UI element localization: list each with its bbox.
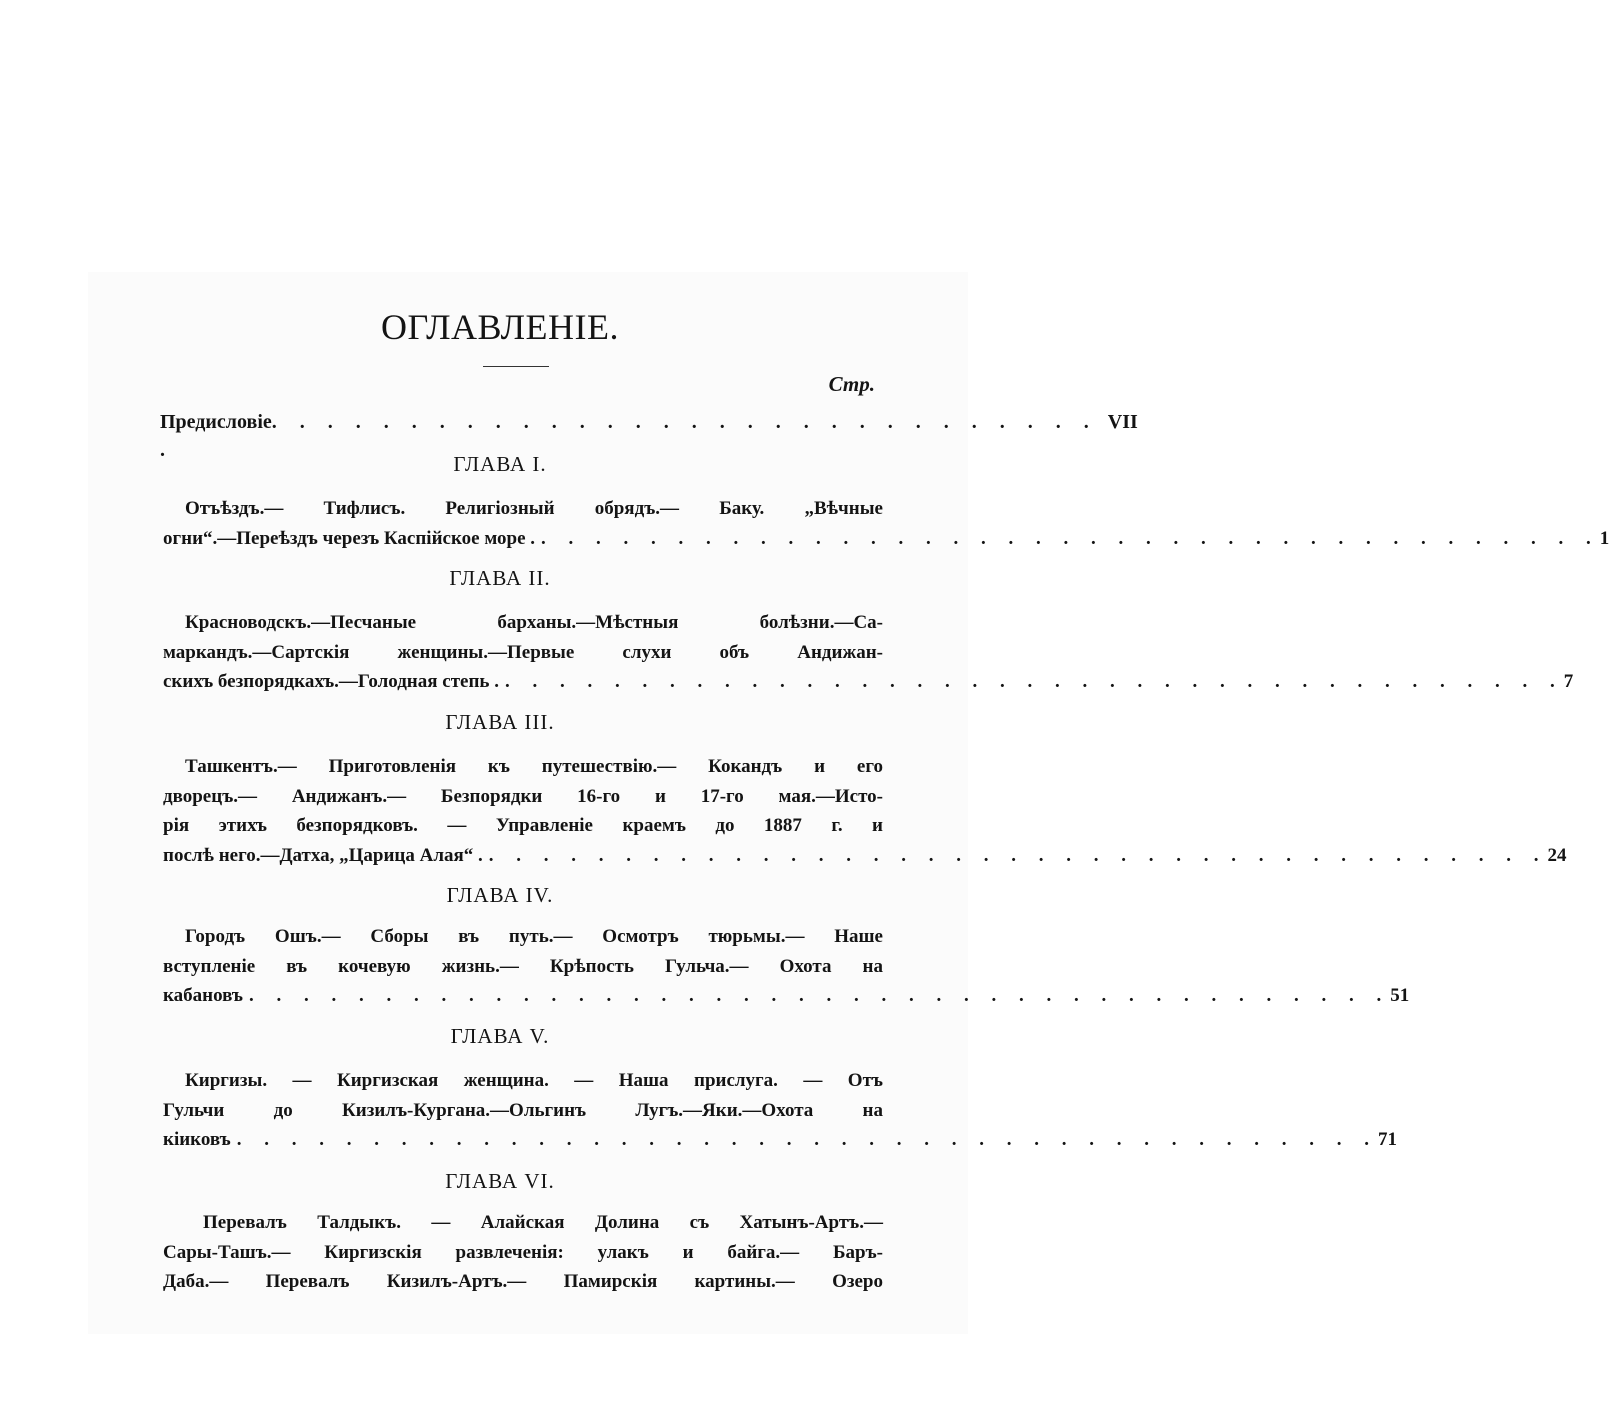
toc-line: вступленiе въ кочевую жизнь.— Крѣпость Гульча.— Охота на	[163, 955, 883, 977]
toc-line: скихъ безпорядкахъ.—Голодная степь .	[163, 671, 499, 692]
toc-line: дворецъ.— Андижанъ.— Безпорядки 16-го и 17-го мая.—Исто-	[163, 785, 883, 807]
leader-dots: . . . . . . . . . . . . . . . . . . . . . . . . . . . . . . . . . . . . . . . . . .	[249, 985, 1391, 1006]
chapter-entry[interactable]	[163, 922, 1410, 1011]
chapter-entry[interactable]	[163, 494, 1609, 553]
chapter-page: 71	[1378, 1129, 1398, 1150]
chapter-heading: ГЛАВА I.	[453, 452, 547, 476]
title-divider	[483, 366, 549, 367]
toc-line: огни“.—Переѣздъ черезъ Каспiйское море .	[163, 527, 536, 549]
toc-line: Ташкентъ.— Приготовленiя къ путешествiю.— Кокандъ и его	[185, 756, 883, 777]
toc-line: маркандъ.—Сартскiя женщины.—Первые слухи объ Андижан-	[163, 641, 883, 663]
toc-last-line	[163, 981, 1410, 1011]
chapter-entry[interactable]	[163, 1066, 1398, 1155]
chapter-page: 1	[1599, 527, 1609, 549]
toc-last-line	[163, 524, 1609, 554]
leader-dots: . . . . . . . . . . . . . . . . . . . . . . . . . . . . . . . . . . . . . . . . . .	[236, 1129, 1379, 1150]
chapter-heading: ГЛАВА II.	[449, 566, 551, 590]
chapter-entry[interactable]	[163, 608, 1574, 697]
leader-dots: . . . . . . . . . . . . . . . . . . . . . . . . . . . . . . . . . . . . . . .	[488, 844, 1548, 866]
chapter-page: 51	[1390, 985, 1410, 1006]
chapter-heading: ГЛАВА IV.	[446, 883, 554, 907]
toc-line: Гульчи до Кизилъ-Кургана.—Ольгинъ Лугъ.—Яки.—Охота на	[163, 1099, 883, 1121]
leader-dots: . . . . . . . . . . . . . . . . . . . . . . . . . . . . . .	[271, 411, 1098, 433]
toc-line: Перевалъ Талдыкъ. — Алайская Долина съ Хатынъ-Артъ.—	[203, 1212, 883, 1233]
preface-page: VII	[1107, 411, 1138, 433]
toc-line: Даба.— Перевалъ Кизилъ-Артъ.— Памирскiя картины.— Озеро	[163, 1271, 883, 1292]
page-title: ОГЛАВЛЕНIЕ.	[380, 307, 620, 347]
toc-line: Киргизы. — Киргизская женщина. — Наша прислуга. — Отъ	[185, 1070, 883, 1091]
toc-line: Красноводскъ.—Песчаные барханы.—Мѣстныя болѣзни.—Са-	[185, 612, 883, 633]
chapter-page: 24	[1547, 844, 1567, 866]
chapter-entry[interactable]	[163, 752, 1567, 870]
toc-line: кабановъ	[163, 985, 243, 1006]
toc-line: Городъ Ошъ.— Сборы въ путь.— Осмотръ тюрьмы.— Наше	[185, 926, 883, 947]
toc-last-line	[163, 1125, 1398, 1155]
chapter-heading: ГЛАВА III.	[445, 710, 555, 734]
toc-line: Сары-Ташъ.— Киргизскiя развлеченiя: улакъ и байга.— Баръ-	[163, 1241, 883, 1263]
toc-last-line	[163, 841, 1567, 871]
chapter-heading: ГЛАВА V.	[450, 1024, 550, 1048]
page-column-label: Стр.	[828, 372, 875, 396]
leader-dots: . . . . . . . . . . . . . . . . . . . . . . . . . . . . . . . . . . . . . . .	[541, 527, 1600, 549]
toc-line: Отъѣздъ.— Тифлисъ. Религiозный обрядъ.— Баку. „Вѣчные	[185, 498, 883, 519]
toc-line: рiя этихъ безпорядковъ. — Управленiе краемъ до 1887 г. и	[163, 815, 883, 836]
chapter-page: 7	[1563, 671, 1574, 692]
chapter-heading: ГЛАВА VI.	[445, 1169, 555, 1193]
toc-line: послѣ него.—Датха, „Царица Алая“ .	[163, 844, 483, 866]
chapter-entry[interactable]	[163, 1208, 883, 1297]
preface-label: Предисловiе .	[160, 411, 272, 461]
toc-last-line	[163, 667, 1574, 697]
toc-line: кiиковъ	[163, 1129, 231, 1150]
leader-dots: . . . . . . . . . . . . . . . . . . . . . . . . . . . . . . . . . . . . . . .	[504, 671, 1564, 692]
